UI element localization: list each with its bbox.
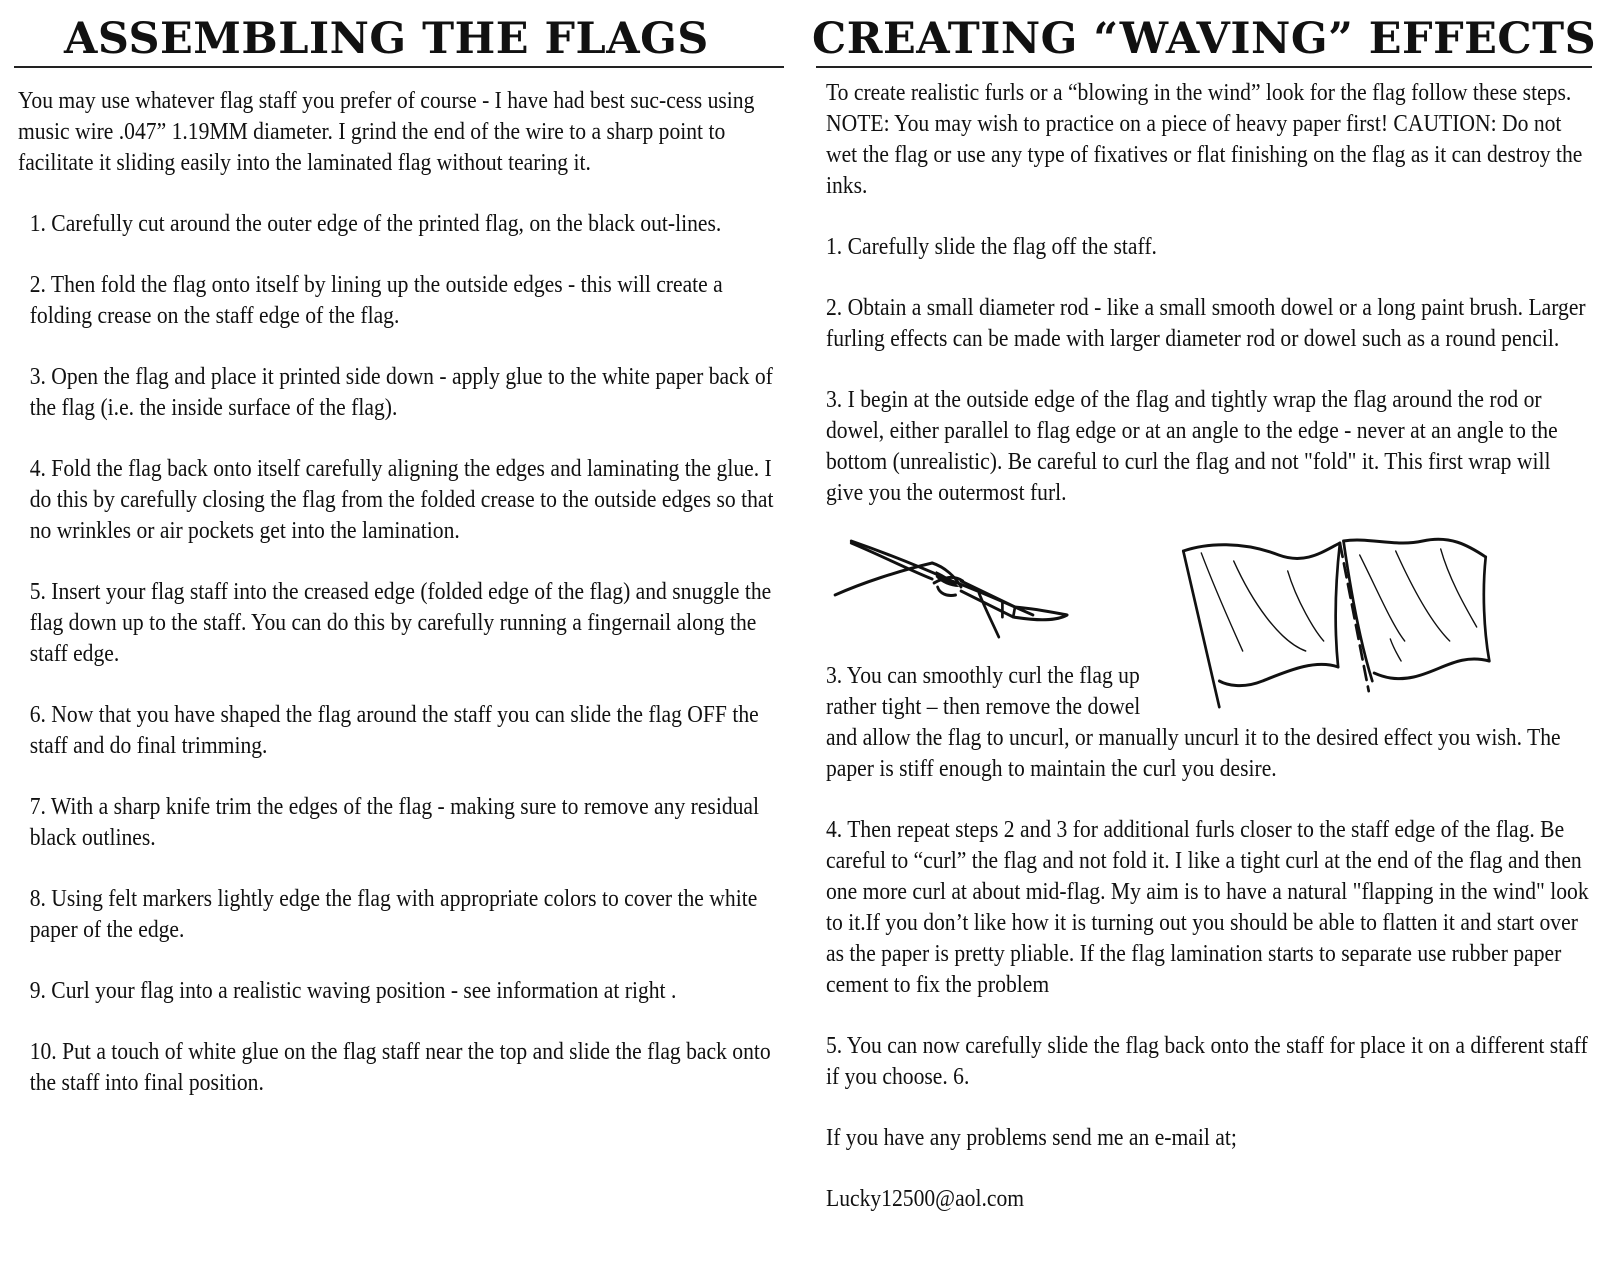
waving-body — [826, 78, 1589, 1245]
heading-rule — [14, 66, 784, 68]
waving-step-1: 1. Carefully slide the flag off the staff. — [826, 234, 1157, 260]
assembling-step: 10. Put a touch of white glue on the flag staff near the top and slide the flag back onto the staff into final position. — [29, 1039, 771, 1096]
curl-text-continuation: and allow the flag to uncurl, or manually uncurl it to the desired effect you wish. The paper is stiff enough to maintain the curl you desire. — [826, 725, 1561, 782]
contact-block — [826, 1123, 1589, 1215]
assembling-step: 4. Fold the flag back onto itself carefully aligning the edges and laminating the glue. I do this by carefully closing the flag from the folded crease to the outside edges so that no wrinkles or air pockets get into the lamination. — [29, 456, 774, 544]
assembling-step: 6. Now that you have shaped the flag around the staff you can slide the flag OFF the staff and do final trimming. — [29, 702, 759, 759]
waving-step-2: 2. Obtain a small diameter rod - like a small smooth dowel or a long paint brush. Larger furling effects can be made with larger diameter rod or dowel such as a round pencil. — [826, 295, 1586, 352]
contact-text: If you have any problems send me an e-mail at; — [826, 1125, 1237, 1151]
waving-intro: To create realistic furls or a “blowing in the wind” look for the flag follow these steps. NOTE: You may wish to practice on a piece of heavy paper first! CAUTION: Do not wet the flag or use any type of fixatives or flat finishing on the flag as it can destroy the inks. — [826, 80, 1583, 199]
assembling-intro: You may use whatever flag staff you prefer of course - I have had best suc-cess using music wire .047” 1.19MM diameter. I grind the end of the wire to a sharp point to facilitate it sliding easily into the laminated flag without tearing it. — [18, 88, 755, 176]
assembling-body — [18, 86, 779, 1129]
assembling-heading: ASSEMBLING THE FLAGS — [64, 14, 709, 64]
heading-rule — [816, 66, 1592, 68]
curl-text-beside-figure: 3. You can smoothly curl the flag up rather tight – then remove the dowel — [826, 663, 1141, 720]
assembling-step: 7. With a sharp knife trim the edges of the flag - making sure to remove any residual black outlines. — [29, 794, 760, 851]
assembling-step: 2. Then fold the flag onto itself by lining up the outside edges - this will create a folding crease on the staff edge of the flag. — [29, 272, 723, 329]
waving-step-3: 3. I begin at the outside edge of the flag and tightly wrap the flag around the rod or dowel, either parallel to flag edge or at an angle to the edge - never at an angle to the bottom (unrealistic). Be careful to curl the flag and not "fold" it. This first wrap will give you the outermost furl. — [826, 387, 1558, 506]
waving-step-5: 5. You can now carefully slide the flag back onto the staff for place it on a different staff if you choose. 6. — [826, 1033, 1588, 1090]
assembling-step: 8. Using felt markers lightly edge the flag with appropriate colors to cover the white paper of the edge. — [29, 886, 758, 943]
assembling-step: 3. Open the flag and place it printed side down - apply glue to the white paper back of the flag (i.e. the inside surface of the flag). — [29, 364, 773, 421]
contact-email: Lucky12500@aol.com — [826, 1186, 1025, 1212]
assembling-step: 5. Insert your flag staff into the creased edge (folded edge of the flag) and snuggle the flag down up to the staff. You can do this by carefully running a fingernail along the staff edge. — [29, 579, 772, 667]
paintbrush-curl-illustration — [826, 537, 1096, 647]
waving-step-3-continued — [826, 661, 1589, 785]
waving-step-4: 4. Then repeat steps 2 and 3 for additional furls closer to the staff edge of the flag. Be careful to “curl” the flag and not fold it. I like a tight curl at the end of the flag and then one more curl at about mid-flag. My aim is to have a natural "flapping in the wind" look to it.If you don’t like how it is turning out you should be able to flatten it and start over as the paper is pretty pliable. If the flag lamination starts to separate use rubber paper cement to fix the problem — [826, 817, 1589, 998]
waving-heading: CREATING “WAVING” EFFECTS — [812, 14, 1597, 64]
assembling-step: 1. Carefully cut around the outer edge of the printed flag, on the black out-lines. — [29, 211, 722, 237]
assembling-step: 9. Curl your flag into a realistic waving position - see information at right . — [29, 978, 677, 1004]
